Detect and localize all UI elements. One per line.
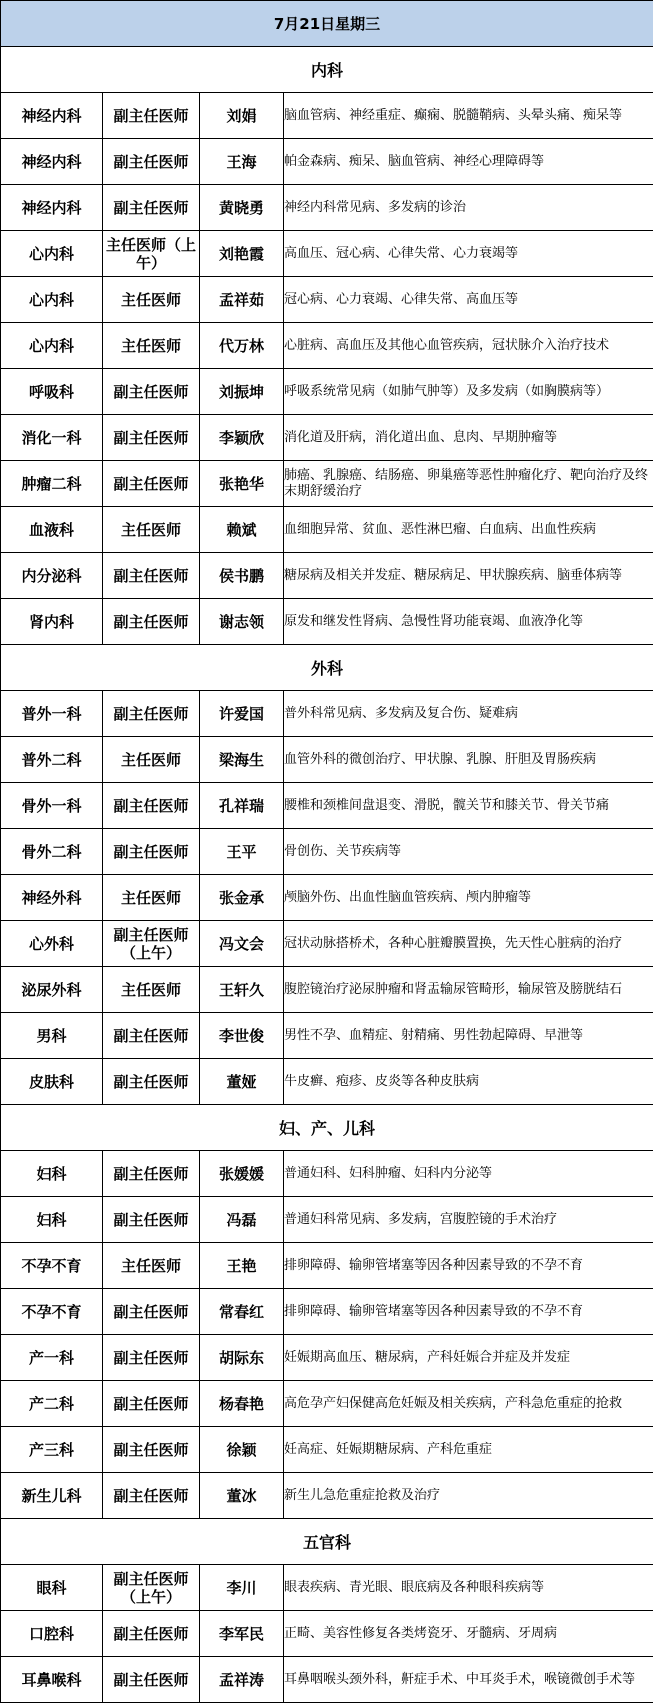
doctor-row: [1, 185, 653, 231]
doctor-name-cell: 刘娟: [200, 93, 284, 139]
specialty-cell: 新生儿急危重症抢救及治疗: [284, 1473, 653, 1519]
department-cell: 神经外科: [1, 875, 103, 921]
specialty-cell: 牛皮癣、疱疹、皮炎等各种皮肤病: [284, 1059, 653, 1105]
section-title: 妇、产、儿科: [1, 1105, 653, 1151]
section-header-row: [1, 1519, 653, 1565]
doctor-name-cell: 张媛媛: [200, 1151, 284, 1197]
specialty-cell: 高危孕产妇保健高危妊娠及相关疾病，产科急危重症的抢救: [284, 1381, 653, 1427]
department-cell: 骨外二科: [1, 829, 103, 875]
doctor-name-cell: 李世俊: [200, 1013, 284, 1059]
schedule-body: [1, 1, 653, 1703]
department-cell: 产二科: [1, 1381, 103, 1427]
doctor-name-cell: 刘振坤: [200, 369, 284, 415]
doctor-name-cell: 李川: [200, 1565, 284, 1611]
doctor-title-cell: 副主任医师: [103, 369, 200, 415]
department-cell: 内分泌科: [1, 553, 103, 599]
doctor-row: [1, 461, 653, 507]
doctor-row: [1, 599, 653, 645]
doctor-row: [1, 921, 653, 967]
department-cell: 呼吸科: [1, 369, 103, 415]
department-cell: 口腔科: [1, 1611, 103, 1657]
doctor-row: [1, 1013, 653, 1059]
doctor-title-cell: 副主任医师: [103, 1013, 200, 1059]
specialty-cell: 排卵障碍、输卵管堵塞等因各种因素导致的不孕不育: [284, 1289, 653, 1335]
doctor-title-cell: 副主任医师: [103, 599, 200, 645]
specialty-cell: 消化道及肝病，消化道出血、息肉、早期肿瘤等: [284, 415, 653, 461]
doctor-row: [1, 1197, 653, 1243]
date-header: 7月21日星期三: [1, 1, 653, 47]
department-cell: 骨外一科: [1, 783, 103, 829]
doctor-row: [1, 139, 653, 185]
doctor-name-cell: 冯文会: [200, 921, 284, 967]
specialty-cell: 腰椎和颈椎间盘退变、滑脱，髋关节和膝关节、骨关节痛: [284, 783, 653, 829]
doctor-title-cell: 副主任医师（上午）: [103, 921, 200, 967]
doctor-name-cell: 侯书鹏: [200, 553, 284, 599]
doctor-title-cell: 副主任医师: [103, 1473, 200, 1519]
doctor-row: [1, 1611, 653, 1657]
doctor-name-cell: 梁海生: [200, 737, 284, 783]
doctor-name-cell: 董娅: [200, 1059, 284, 1105]
specialty-cell: 妊高症、妊娠期糖尿病、产科危重症: [284, 1427, 653, 1473]
doctor-title-cell: 副主任医师: [103, 1611, 200, 1657]
doctor-row: [1, 323, 653, 369]
department-cell: 新生儿科: [1, 1473, 103, 1519]
department-cell: 心内科: [1, 277, 103, 323]
section-header-row: [1, 1105, 653, 1151]
department-cell: 耳鼻喉科: [1, 1657, 103, 1703]
doctor-row: [1, 231, 653, 277]
specialty-cell: 妊娠期高血压、糖尿病，产科妊娠合并症及并发症: [284, 1335, 653, 1381]
doctor-title-cell: 副主任医师: [103, 1289, 200, 1335]
doctor-title-cell: 副主任医师: [103, 783, 200, 829]
department-cell: 产三科: [1, 1427, 103, 1473]
doctor-title-cell: 主任医师: [103, 1243, 200, 1289]
doctor-row: [1, 1427, 653, 1473]
doctor-row: [1, 1565, 653, 1611]
department-cell: 心内科: [1, 231, 103, 277]
specialty-cell: 骨创伤、关节疾病等: [284, 829, 653, 875]
section-header-row: [1, 645, 653, 691]
doctor-title-cell: 副主任医师: [103, 1381, 200, 1427]
doctor-name-cell: 张金承: [200, 875, 284, 921]
doctor-row: [1, 93, 653, 139]
doctor-title-cell: 副主任医师: [103, 691, 200, 737]
doctor-title-cell: 副主任医师: [103, 1427, 200, 1473]
department-cell: 产一科: [1, 1335, 103, 1381]
doctor-row: [1, 1059, 653, 1105]
specialty-cell: 糖尿病及相关并发症、糖尿病足、甲状腺疾病、脑垂体病等: [284, 553, 653, 599]
doctor-row: [1, 415, 653, 461]
doctor-title-cell: 主任医师（上午）: [103, 231, 200, 277]
department-cell: 不孕不育: [1, 1243, 103, 1289]
doctor-title-cell: 主任医师: [103, 323, 200, 369]
doctor-title-cell: 主任医师: [103, 507, 200, 553]
doctor-name-cell: 冯磊: [200, 1197, 284, 1243]
department-cell: 妇科: [1, 1151, 103, 1197]
specialty-cell: 心脏病、高血压及其他心血管疾病，冠状脉介入治疗技术: [284, 323, 653, 369]
doctor-name-cell: 张艳华: [200, 461, 284, 507]
doctor-name-cell: 徐颖: [200, 1427, 284, 1473]
doctor-title-cell: 副主任医师: [103, 185, 200, 231]
department-cell: 眼科: [1, 1565, 103, 1611]
doctor-row: [1, 1335, 653, 1381]
specialty-cell: 冠心病、心力衰竭、心律失常、高血压等: [284, 277, 653, 323]
department-cell: 心外科: [1, 921, 103, 967]
doctor-row: [1, 691, 653, 737]
department-cell: 肿瘤二科: [1, 461, 103, 507]
doctor-title-cell: 副主任医师: [103, 415, 200, 461]
doctor-name-cell: 代万林: [200, 323, 284, 369]
department-cell: 消化一科: [1, 415, 103, 461]
section-header-row: [1, 47, 653, 93]
department-cell: 不孕不育: [1, 1289, 103, 1335]
specialty-cell: 高血压、冠心病、心律失常、心力衰竭等: [284, 231, 653, 277]
doctor-title-cell: 副主任医师: [103, 93, 200, 139]
specialty-cell: 排卵障碍、输卵管堵塞等因各种因素导致的不孕不育: [284, 1243, 653, 1289]
doctor-name-cell: 王艳: [200, 1243, 284, 1289]
doctor-row: [1, 277, 653, 323]
doctor-name-cell: 孟祥涛: [200, 1657, 284, 1703]
doctor-row: [1, 1289, 653, 1335]
specialty-cell: 男性不孕、血精症、射精痛、男性勃起障碍、早泄等: [284, 1013, 653, 1059]
department-cell: 神经内科: [1, 139, 103, 185]
doctor-title-cell: 副主任医师: [103, 1197, 200, 1243]
doctor-name-cell: 赖斌: [200, 507, 284, 553]
department-cell: 妇科: [1, 1197, 103, 1243]
specialty-cell: 神经内科常见病、多发病的诊治: [284, 185, 653, 231]
doctor-row: [1, 1151, 653, 1197]
doctor-row: [1, 1657, 653, 1703]
specialty-cell: 帕金森病、痴呆、脑血管病、神经心理障碍等: [284, 139, 653, 185]
doctor-row: [1, 1473, 653, 1519]
doctor-title-cell: 主任医师: [103, 875, 200, 921]
doctor-row: [1, 1381, 653, 1427]
doctor-title-cell: 副主任医师: [103, 829, 200, 875]
doctor-row: [1, 553, 653, 599]
doctor-row: [1, 507, 653, 553]
doctor-name-cell: 王轩久: [200, 967, 284, 1013]
department-cell: 心内科: [1, 323, 103, 369]
section-title: 内科: [1, 47, 653, 93]
department-cell: 皮肤科: [1, 1059, 103, 1105]
doctor-title-cell: 主任医师: [103, 737, 200, 783]
department-cell: 男科: [1, 1013, 103, 1059]
doctor-name-cell: 王平: [200, 829, 284, 875]
doctor-row: [1, 1243, 653, 1289]
doctor-title-cell: 副主任医师（上午）: [103, 1565, 200, 1611]
doctor-title-cell: 副主任医师: [103, 553, 200, 599]
doctor-name-cell: 刘艳霞: [200, 231, 284, 277]
specialty-cell: 普通妇科常见病、多发病，宫腹腔镜的手术治疗: [284, 1197, 653, 1243]
doctor-row: [1, 967, 653, 1013]
specialty-cell: 血管外科的微创治疗、甲状腺、乳腺、肝胆及胃肠疾病: [284, 737, 653, 783]
doctor-name-cell: 黄晓勇: [200, 185, 284, 231]
doctor-title-cell: 主任医师: [103, 967, 200, 1013]
doctor-title-cell: 副主任医师: [103, 1151, 200, 1197]
doctor-title-cell: 副主任医师: [103, 1335, 200, 1381]
doctor-row: [1, 737, 653, 783]
doctor-name-cell: 王海: [200, 139, 284, 185]
specialty-cell: 普通妇科、妇科肿瘤、妇科内分泌等: [284, 1151, 653, 1197]
doctor-name-cell: 谢志领: [200, 599, 284, 645]
doctor-name-cell: 常春红: [200, 1289, 284, 1335]
department-cell: 普外二科: [1, 737, 103, 783]
department-cell: 神经内科: [1, 185, 103, 231]
doctor-title-cell: 副主任医师: [103, 461, 200, 507]
specialty-cell: 眼表疾病、青光眼、眼底病及各种眼科疾病等: [284, 1565, 653, 1611]
doctor-name-cell: 李军民: [200, 1611, 284, 1657]
specialty-cell: 呼吸系统常见病（如肺气肿等）及多发病（如胸膜病等）: [284, 369, 653, 415]
specialty-cell: 腹腔镜治疗泌尿肿瘤和肾盂输尿管畸形，输尿管及膀胱结石: [284, 967, 653, 1013]
specialty-cell: 原发和继发性肾病、急慢性肾功能衰竭、血液净化等: [284, 599, 653, 645]
doctor-row: [1, 783, 653, 829]
specialty-cell: 血细胞异常、贫血、恶性淋巴瘤、白血病、出血性疾病: [284, 507, 653, 553]
doctor-name-cell: 孟祥茹: [200, 277, 284, 323]
doctor-name-cell: 董冰: [200, 1473, 284, 1519]
department-cell: 肾内科: [1, 599, 103, 645]
department-cell: 神经内科: [1, 93, 103, 139]
department-cell: 血液科: [1, 507, 103, 553]
specialty-cell: 脑血管病、神经重症、癫痫、脱髓鞘病、头晕头痛、痴呆等: [284, 93, 653, 139]
specialty-cell: 颅脑外伤、出血性脑血管疾病、颅内肿瘤等: [284, 875, 653, 921]
doctor-name-cell: 许爱国: [200, 691, 284, 737]
department-cell: 普外一科: [1, 691, 103, 737]
section-title: 外科: [1, 645, 653, 691]
doctor-title-cell: 主任医师: [103, 277, 200, 323]
specialty-cell: 普外科常见病、多发病及复合伤、疑难病: [284, 691, 653, 737]
section-title: 五官科: [1, 1519, 653, 1565]
specialty-cell: 正畸、美容性修复各类烤瓷牙、牙髓病、牙周病: [284, 1611, 653, 1657]
doctor-name-cell: 孔祥瑞: [200, 783, 284, 829]
specialty-cell: 耳鼻咽喉头颈外科，鼾症手术、中耳炎手术，喉镜微创手术等: [284, 1657, 653, 1703]
specialty-cell: 冠状动脉搭桥术，各种心脏瓣膜置换，先天性心脏病的治疗: [284, 921, 653, 967]
doctor-row: [1, 829, 653, 875]
doctor-title-cell: 副主任医师: [103, 1059, 200, 1105]
date-header-row: [1, 1, 653, 47]
department-cell: 泌尿外科: [1, 967, 103, 1013]
doctor-name-cell: 李颖欣: [200, 415, 284, 461]
doctor-row: [1, 875, 653, 921]
doctor-name-cell: 胡际东: [200, 1335, 284, 1381]
doctor-row: [1, 369, 653, 415]
specialty-cell: 肺癌、乳腺癌、结肠癌、卵巢癌等恶性肿瘤化疗、靶向治疗及终末期舒缓治疗: [284, 461, 653, 507]
doctor-title-cell: 副主任医师: [103, 139, 200, 185]
doctor-name-cell: 杨春艳: [200, 1381, 284, 1427]
doctor-title-cell: 副主任医师: [103, 1657, 200, 1703]
